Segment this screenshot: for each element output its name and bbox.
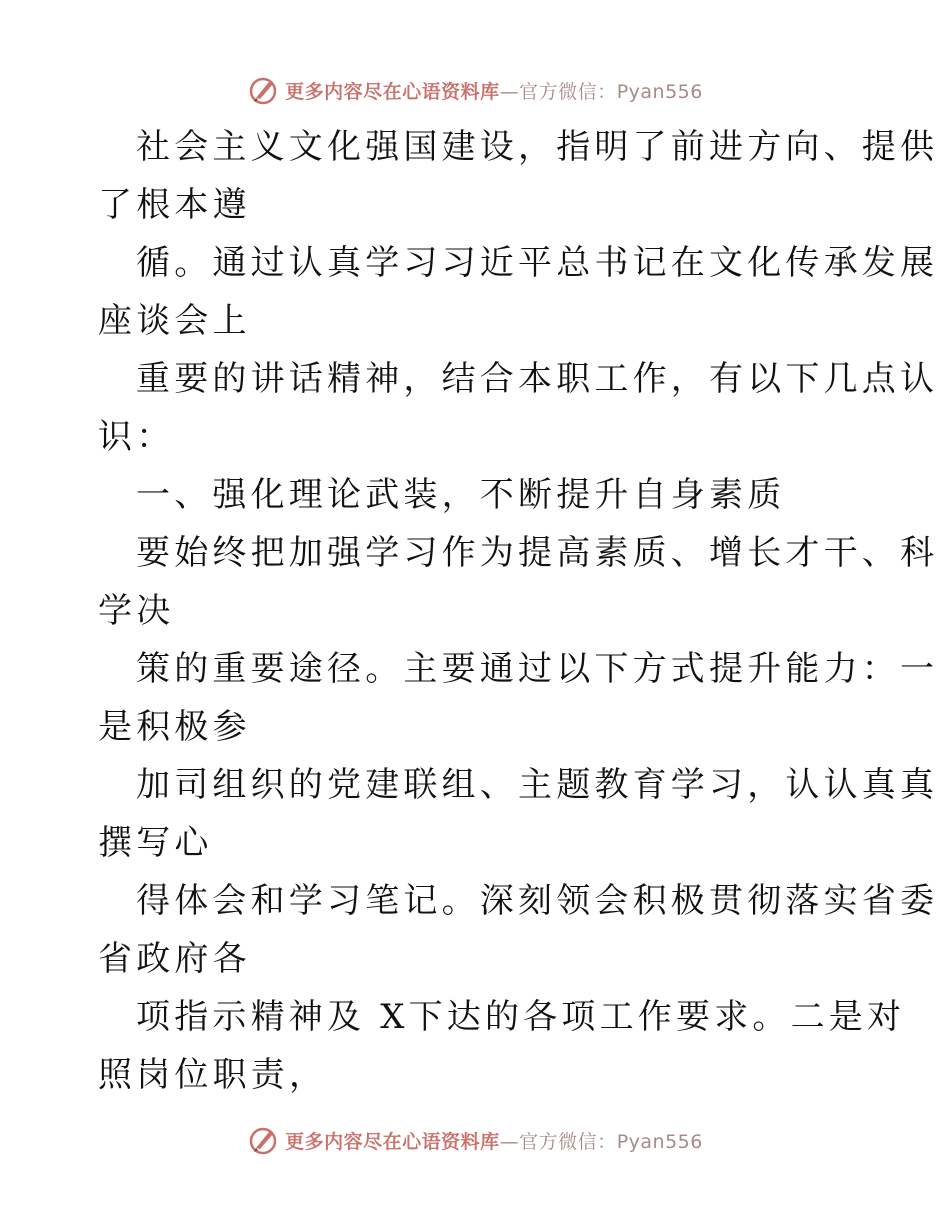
quill-pen-logo-icon [247,74,279,106]
text-line: 重要的讲话精神，结合本职工作，有以下几点认 [136,359,939,399]
document-body [98,118,939,1104]
text-line: 省政府各 [98,939,251,979]
quill-pen-logo-icon [247,1124,279,1156]
text-line: 要始终把加强学习作为提高素质、增长才干、科 [136,533,939,573]
text-line: 学决 [98,591,175,631]
text-line: 撰写心 [98,823,213,863]
text-line: 加司组织的党建联组、主题教育学习，认认真真 [136,765,939,805]
text-line: 识： [98,417,175,457]
footer-watermark [0,1120,950,1160]
text-line: 循。通过认真学习习近平总书记在文化传承发展 [136,243,939,283]
section-heading: 一、强化理论武装，不断提升自身素质 [136,475,786,515]
text-line: 项指示精神及 X下达的各项工作要求。二是对 [136,997,906,1037]
text-line: 照岗位职责， [98,1055,328,1095]
text-line: 得体会和学习笔记。深刻领会积极贯彻落实省委 [136,881,939,921]
text-line: 座谈会上 [98,301,251,341]
watermark-text: 更多内容尽在心语资料库—官方微信：Pyan556 [285,80,703,103]
text-line: 是积极参 [98,707,251,747]
header-watermark [0,70,950,110]
text-line: 社会主义文化强国建设，指明了前进方向、提供 [136,127,939,167]
text-line: 了根本遵 [98,185,251,225]
watermark-text: 更多内容尽在心语资料库—官方微信：Pyan556 [285,1130,703,1153]
text-line: 策的重要途径。主要通过以下方式提升能力：一 [136,649,939,689]
